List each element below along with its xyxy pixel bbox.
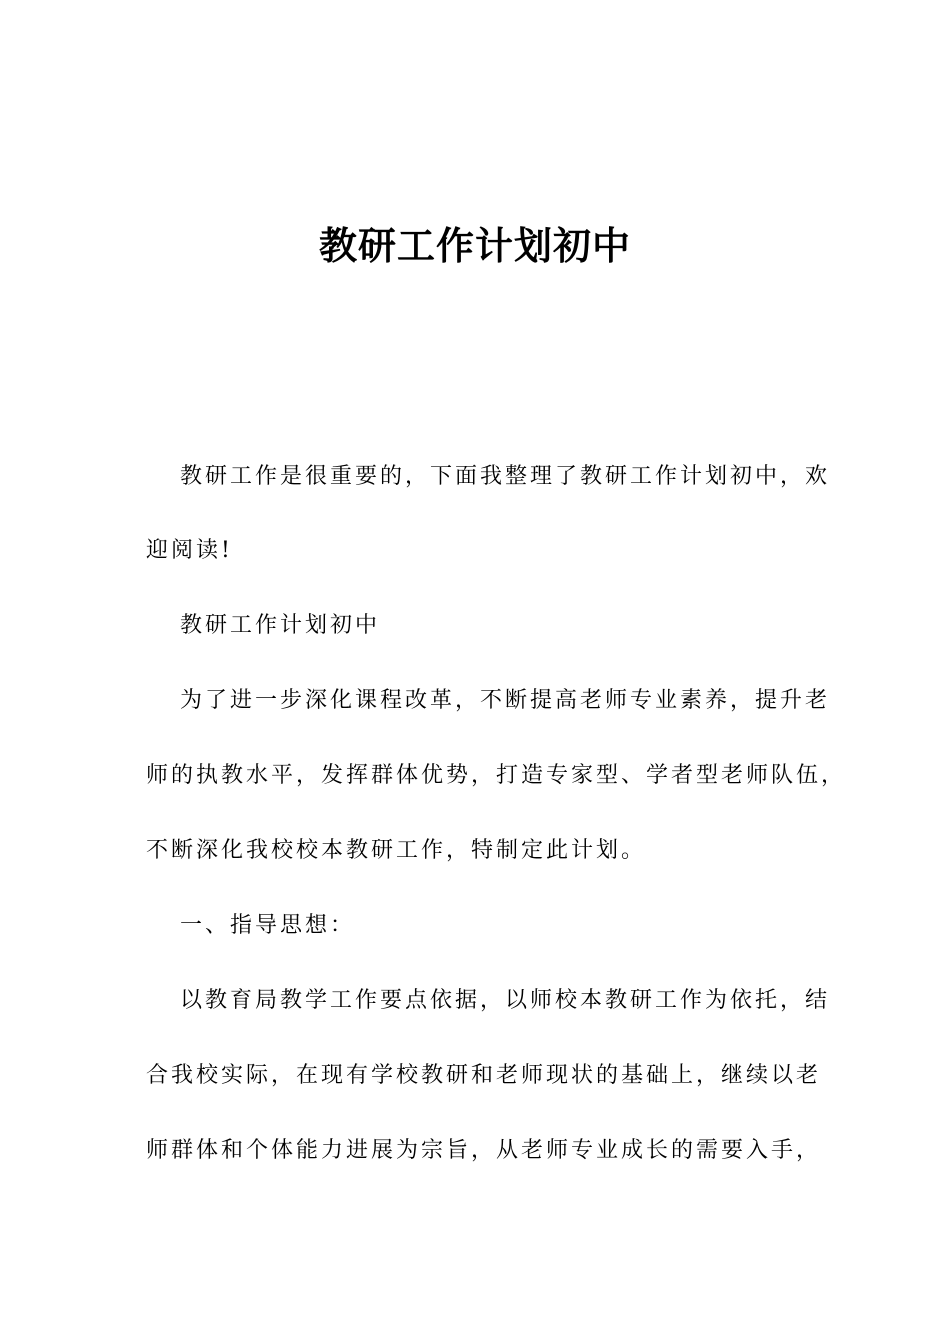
guiding-ideology-heading: 一、指导思想： bbox=[180, 913, 356, 938]
intro-paragraph-line-2: 迎阅读! bbox=[146, 538, 233, 563]
purpose-paragraph-line-2: 师的执教水平，发挥群体优势，打造专家型、学者型老师队伍， bbox=[146, 763, 847, 788]
ideology-paragraph-line-2: 合我校实际，在现有学校教研和老师现状的基础上，继续以老 bbox=[146, 1063, 822, 1088]
purpose-paragraph-line-1: 为了进一步深化课程改革，不断提高老师专业素养，提升老 bbox=[180, 688, 831, 713]
document-title: 教研工作计划初中 bbox=[318, 224, 631, 268]
section-heading: 教研工作计划初中 bbox=[180, 613, 381, 638]
purpose-paragraph-line-3: 不断深化我校校本教研工作，特制定此计划。 bbox=[146, 838, 647, 863]
intro-paragraph-line-1: 教研工作是很重要的，下面我整理了教研工作计划初中，欢 bbox=[180, 464, 831, 489]
ideology-paragraph-line-1: 以教育局教学工作要点依据，以师校本教研工作为依托，结 bbox=[180, 988, 831, 1013]
ideology-paragraph-line-3: 师群体和个体能力进展为宗旨，从老师专业成长的需要入手， bbox=[146, 1138, 822, 1163]
